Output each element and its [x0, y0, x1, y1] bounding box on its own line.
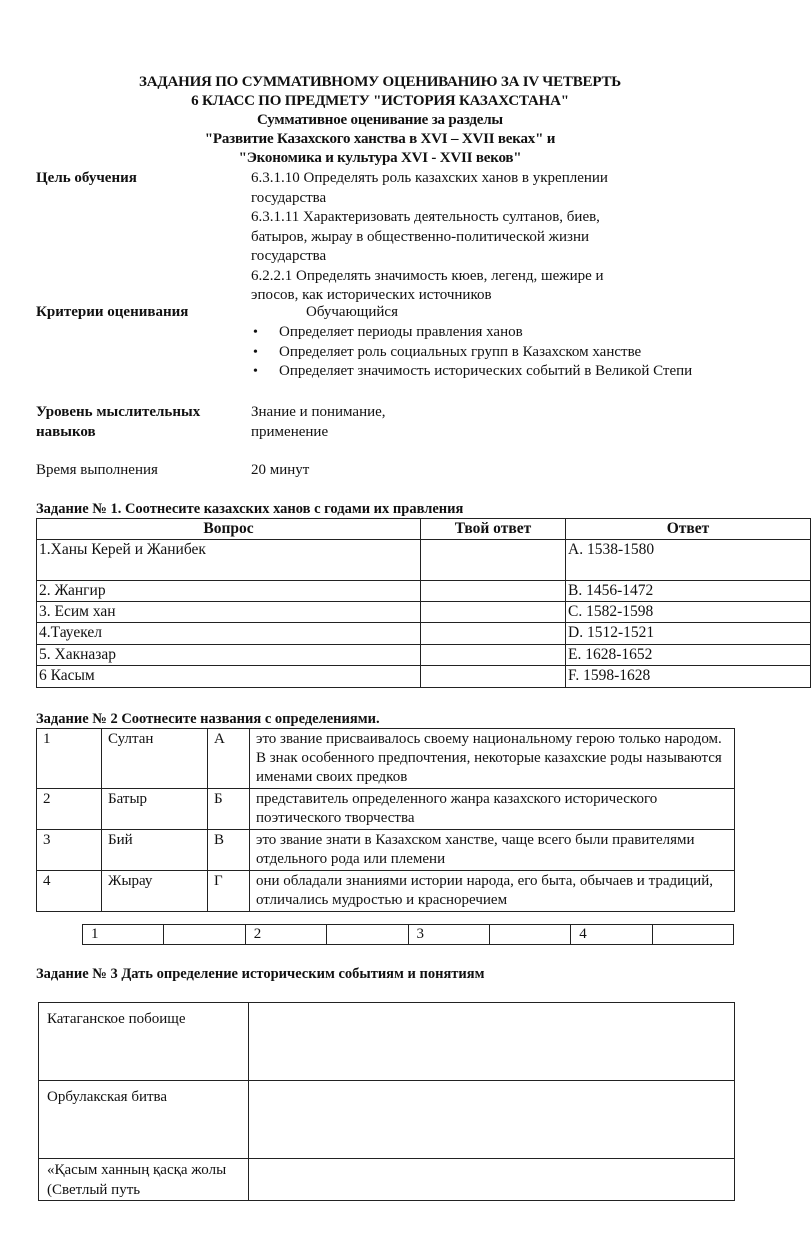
answer-number-2: 2	[245, 925, 326, 945]
row-number: 2	[37, 789, 102, 830]
term-cell: Катаганское побоище	[39, 1003, 249, 1081]
table-row	[37, 666, 811, 688]
definition-cell: это звание присваивалось своему национальному герою только народом. В знак особенного предпочтения, некоторые казахские роды называются именами своих предков	[250, 729, 735, 789]
answer-input-4[interactable]	[652, 925, 733, 945]
letter-cell: Г	[208, 871, 250, 912]
title-line-1: ЗАДАНИЯ ПО СУММАТИВНОМУ ОЦЕНИВАНИЮ ЗА IV ЧЕТВЕРТЬ	[139, 74, 621, 90]
answer-number-1: 1	[83, 925, 164, 945]
level-value-line-1: Знание и понимание,	[251, 404, 386, 420]
your-answer-input[interactable]	[421, 645, 566, 666]
criteria-item: • Определяет значимость исторических событий в Великой Степи	[251, 362, 699, 382]
table-row	[39, 1003, 735, 1081]
goal-line: 6.2.2.1 Определять значимость кюев, легенд, шежире и	[251, 267, 604, 284]
table-row	[37, 830, 735, 871]
answer-cell: E. 1628-1652	[566, 645, 811, 666]
title-line-2: 6 КЛАСС ПО ПРЕДМЕТУ "ИСТОРИЯ КАЗАХСТАНА"	[191, 93, 569, 109]
answer-cell: A. 1538-1580	[566, 540, 811, 581]
criteria-list	[251, 323, 721, 382]
table-header-row	[37, 519, 811, 540]
table-row	[37, 645, 811, 666]
question-cell: 2. Жангир	[37, 581, 421, 602]
task1-title: Задание № 1. Соотнесите казахских ханов с годами их правления	[36, 501, 464, 517]
question-cell: 3. Есим хан	[37, 602, 421, 623]
table-row	[37, 602, 811, 623]
answer-cell: B. 1456-1472	[566, 581, 811, 602]
goal-line: 6.3.1.11 Характеризовать деятельность султанов, биев,	[251, 209, 600, 225]
column-header-question: Вопрос	[37, 519, 421, 540]
question-cell: 5. Хакназар	[37, 645, 421, 666]
time-value: 20 минут	[251, 462, 310, 478]
criteria-item: • Определяет периоды правления ханов	[251, 323, 721, 343]
your-answer-input[interactable]	[421, 623, 566, 645]
goal-label: Цель обучения	[36, 170, 137, 186]
row-number: 3	[37, 830, 102, 871]
term-cell: Жырау	[102, 871, 208, 912]
task2-answer-strip	[82, 924, 734, 945]
term-cell: Бий	[102, 830, 208, 871]
column-header-your-answer: Твой ответ	[421, 519, 566, 540]
definition-input[interactable]	[249, 1159, 735, 1201]
table-row	[39, 1081, 735, 1159]
your-answer-input[interactable]	[421, 540, 566, 581]
goal-value	[251, 169, 711, 306]
your-answer-input[interactable]	[421, 581, 566, 602]
letter-cell: А	[208, 729, 250, 789]
table-row	[37, 623, 811, 645]
criteria-label: Критерии оценивания	[36, 304, 189, 320]
goal-line: 6.3.1.10 Определять роль казахских ханов в укреплении	[251, 170, 608, 186]
table-row	[39, 1159, 735, 1201]
goal-line: эпосов, как исторических источников	[251, 287, 492, 303]
term-cell: Батыр	[102, 789, 208, 830]
answer-input-1[interactable]	[164, 925, 245, 945]
answer-cell: D. 1512-1521	[566, 623, 811, 645]
table-row	[37, 540, 811, 581]
level-label-line-1: Уровень мыслительных	[36, 404, 201, 420]
term-cell: Султан	[102, 729, 208, 789]
criteria-intro: Обучающийся	[306, 304, 398, 320]
row-number: 4	[37, 871, 102, 912]
task2-title: Задание № 2 Соотнесите названия с определениями.	[36, 711, 380, 727]
definition-input[interactable]	[249, 1003, 735, 1081]
definition-cell: это звание знати в Казахском ханстве, чаще всего были правителями отдельного рода или племени	[250, 830, 735, 871]
answer-strip-row	[83, 925, 734, 945]
answer-number-3: 3	[408, 925, 489, 945]
term-cell: «Қасым ханның қасқа жолы (Светлый путь	[39, 1159, 249, 1201]
time-label: Время выполнения	[36, 462, 158, 478]
task2-table	[36, 728, 735, 912]
definition-cell: они обладали знаниями истории народа, его быта, обычаев и традиций, отличались мудростью и красноречием	[250, 871, 735, 912]
task3-table	[38, 1002, 735, 1201]
task3-title: Задание № 3 Дать определение историческим событиям и понятиям	[36, 966, 485, 982]
column-header-answer: Ответ	[566, 519, 811, 540]
letter-cell: Б	[208, 789, 250, 830]
table-row	[37, 581, 811, 602]
criteria-item: • Определяет роль социальных групп в Казахском ханстве	[251, 343, 721, 363]
level-value-line-2: применение	[251, 424, 329, 440]
goal-line: государства	[251, 248, 327, 264]
table-row	[37, 871, 735, 912]
definition-cell: представитель определенного жанра казахского исторического поэтического творчества	[250, 789, 735, 830]
goal-line: батыров, жырау в общественно-политической жизни	[251, 228, 589, 245]
title-line-4: "Развитие Казахского ханства в XVI – XVII веках" и	[204, 131, 556, 147]
answer-input-2[interactable]	[327, 925, 408, 945]
level-label-line-2: навыков	[36, 424, 96, 440]
title-line-5: "Экономика и культура XVI - XVII веков"	[238, 150, 522, 166]
question-cell: 4.Тауекел	[37, 623, 421, 645]
table-row	[37, 789, 735, 830]
table-row	[37, 729, 735, 789]
question-cell: 6 Касым	[37, 666, 421, 688]
question-cell: 1.Ханы Керей и Жанибек	[37, 540, 421, 581]
title-line-3: Суммативное оценивание за разделы	[257, 112, 503, 128]
row-number: 1	[37, 729, 102, 789]
your-answer-input[interactable]	[421, 602, 566, 623]
letter-cell: В	[208, 830, 250, 871]
your-answer-input[interactable]	[421, 666, 566, 688]
term-cell: Орбулакская битва	[39, 1081, 249, 1159]
answer-cell: C. 1582-1598	[566, 602, 811, 623]
answer-number-4: 4	[571, 925, 652, 945]
goal-line: государства	[251, 189, 327, 206]
definition-input[interactable]	[249, 1081, 735, 1159]
answer-input-3[interactable]	[489, 925, 570, 945]
task1-table	[36, 518, 811, 688]
answer-cell: F. 1598-1628	[566, 666, 811, 688]
